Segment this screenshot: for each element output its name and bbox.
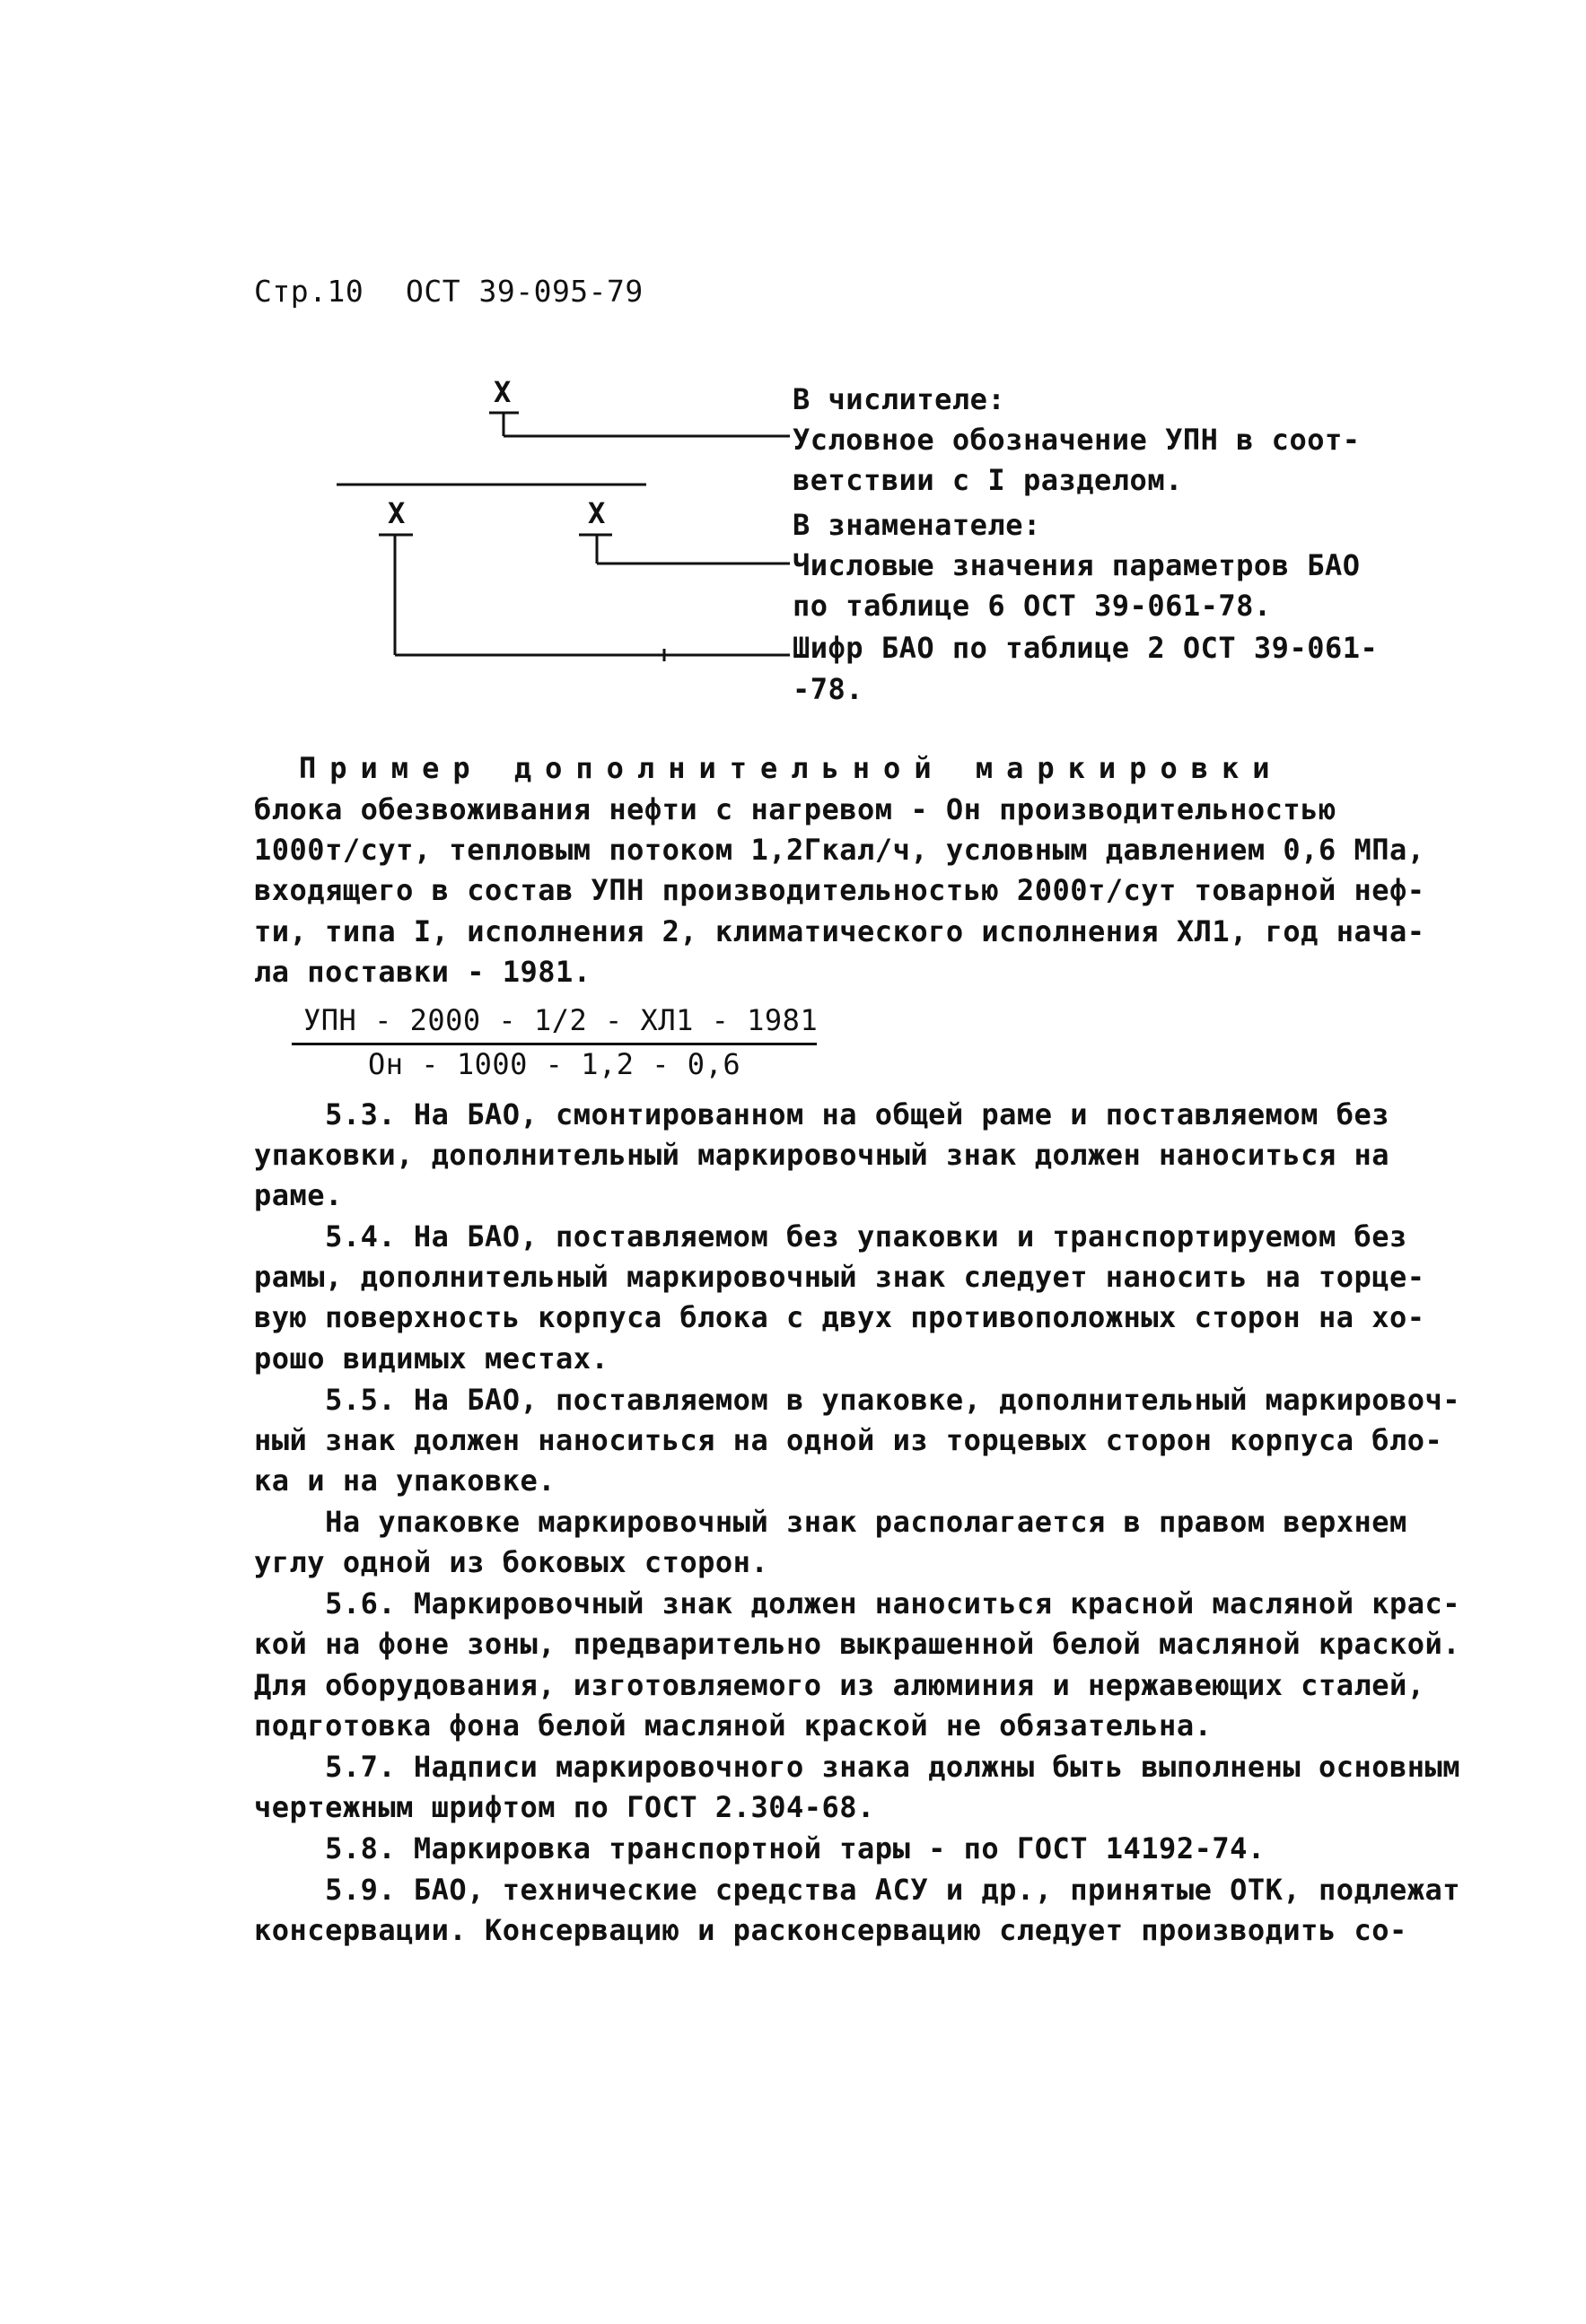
body-line-4: рамы, дополнительный маркировочный знак следует наносить на торце- xyxy=(254,1260,1425,1294)
page-number: Стр.10 xyxy=(254,274,364,309)
body-line-17: чертежным шрифтом по ГОСТ 2.304-68. xyxy=(254,1790,875,1824)
body-line-16: 5.7. Надписи маркировочного знака должны быть выполнены основным xyxy=(254,1750,1461,1784)
scheme-x-right: Х xyxy=(588,496,606,530)
scheme-desc-3: В знаменателе: xyxy=(793,508,1041,542)
example-line-2: входящего в состав УПН производительностью 2000т/сут товарной неф- xyxy=(254,873,1425,907)
scheme-desc-6: Шифр БАО по таблице 2 ОСТ 39-061- xyxy=(793,631,1379,665)
body-line-3: 5.4. На БАО, поставляемом без упаковки и транспортируемом без xyxy=(254,1219,1407,1254)
body-line-18: 5.8. Маркировка транспортной тары - по ГОСТ 14192-74. xyxy=(254,1831,1266,1865)
body-line-14: Для оборудования, изготовляемого из алюминия и нержавеющих сталей, xyxy=(254,1668,1425,1702)
body-line-2: раме. xyxy=(254,1178,343,1212)
body-line-10: На упаковке маркировочный знак располагается в правом верхнем xyxy=(254,1505,1407,1539)
example-numerator: УПН - 2000 - 1/2 - ХЛ1 - 1981 xyxy=(303,1003,819,1037)
scheme-desc-0: В числителе: xyxy=(793,382,1006,416)
example-fraction-line xyxy=(292,1043,817,1045)
scheme-desc-4: Числовые значения параметров БАО xyxy=(793,548,1361,582)
example-denominator: Он - 1000 - 1,2 - 0,6 xyxy=(368,1047,741,1081)
body-line-1: упаковки, дополнительный маркировочный знак должен наноситься на xyxy=(254,1138,1389,1172)
scheme-desc-2: ветствии с I разделом. xyxy=(793,463,1183,497)
body-line-15: подготовка фона белой масляной краской не обязательна. xyxy=(254,1708,1213,1743)
scheme-desc-7: -78. xyxy=(793,672,864,706)
body-line-6: рошо видимых местах. xyxy=(254,1341,609,1376)
body-line-8: ный знак должен наноситься на одной из торцевых сторон корпуса бло- xyxy=(254,1423,1443,1457)
scheme-x-left: Х xyxy=(388,496,406,530)
body-line-0: 5.3. На БАО, смонтированном на общей раме и поставляемом без xyxy=(254,1097,1389,1131)
designation-scheme xyxy=(323,377,826,718)
body-line-7: 5.5. На БАО, поставляемом в упаковке, дополнительный маркировоч- xyxy=(254,1383,1461,1417)
body-line-9: ка и на упаковке. xyxy=(254,1463,556,1498)
example-line-3: ти, типа I, исполнения 2, климатического исполнения ХЛ1, год нача- xyxy=(254,914,1425,948)
body-line-5: вую поверхность корпуса блока с двух противоположных сторон на хо- xyxy=(254,1300,1425,1334)
body-line-12: 5.6. Маркировочный знак должен наноситься красной масляной крас- xyxy=(254,1586,1461,1621)
example-line-4: ла поставки - 1981. xyxy=(254,955,591,989)
example-heading: Пример дополнительной маркировки xyxy=(299,751,1284,785)
scheme-x-top: Х xyxy=(494,375,512,409)
scheme-desc-5: по таблице 6 ОСТ 39-061-78. xyxy=(793,589,1272,623)
example-line-0: блока обезвоживания нефти с нагревом - Он производительностью xyxy=(254,792,1336,826)
body-line-11: углу одной из боковых сторон. xyxy=(254,1545,769,1579)
standard-code: ОСТ 39-095-79 xyxy=(406,274,644,309)
body-line-20: консервации. Консервацию и расконсервацию следует производить со- xyxy=(254,1913,1407,1947)
example-line-1: 1000т/сут, тепловым потоком 1,2Гкал/ч, условным давлением 0,6 МПа, xyxy=(254,833,1425,867)
body-line-13: кой на фоне зоны, предварительно выкрашенной белой масляной краской. xyxy=(254,1627,1461,1661)
scheme-desc-1: Условное обозначение УПН в соот- xyxy=(793,423,1361,457)
body-line-19: 5.9. БАО, технические средства АСУ и др., принятые ОТК, подлежат xyxy=(254,1873,1461,1907)
